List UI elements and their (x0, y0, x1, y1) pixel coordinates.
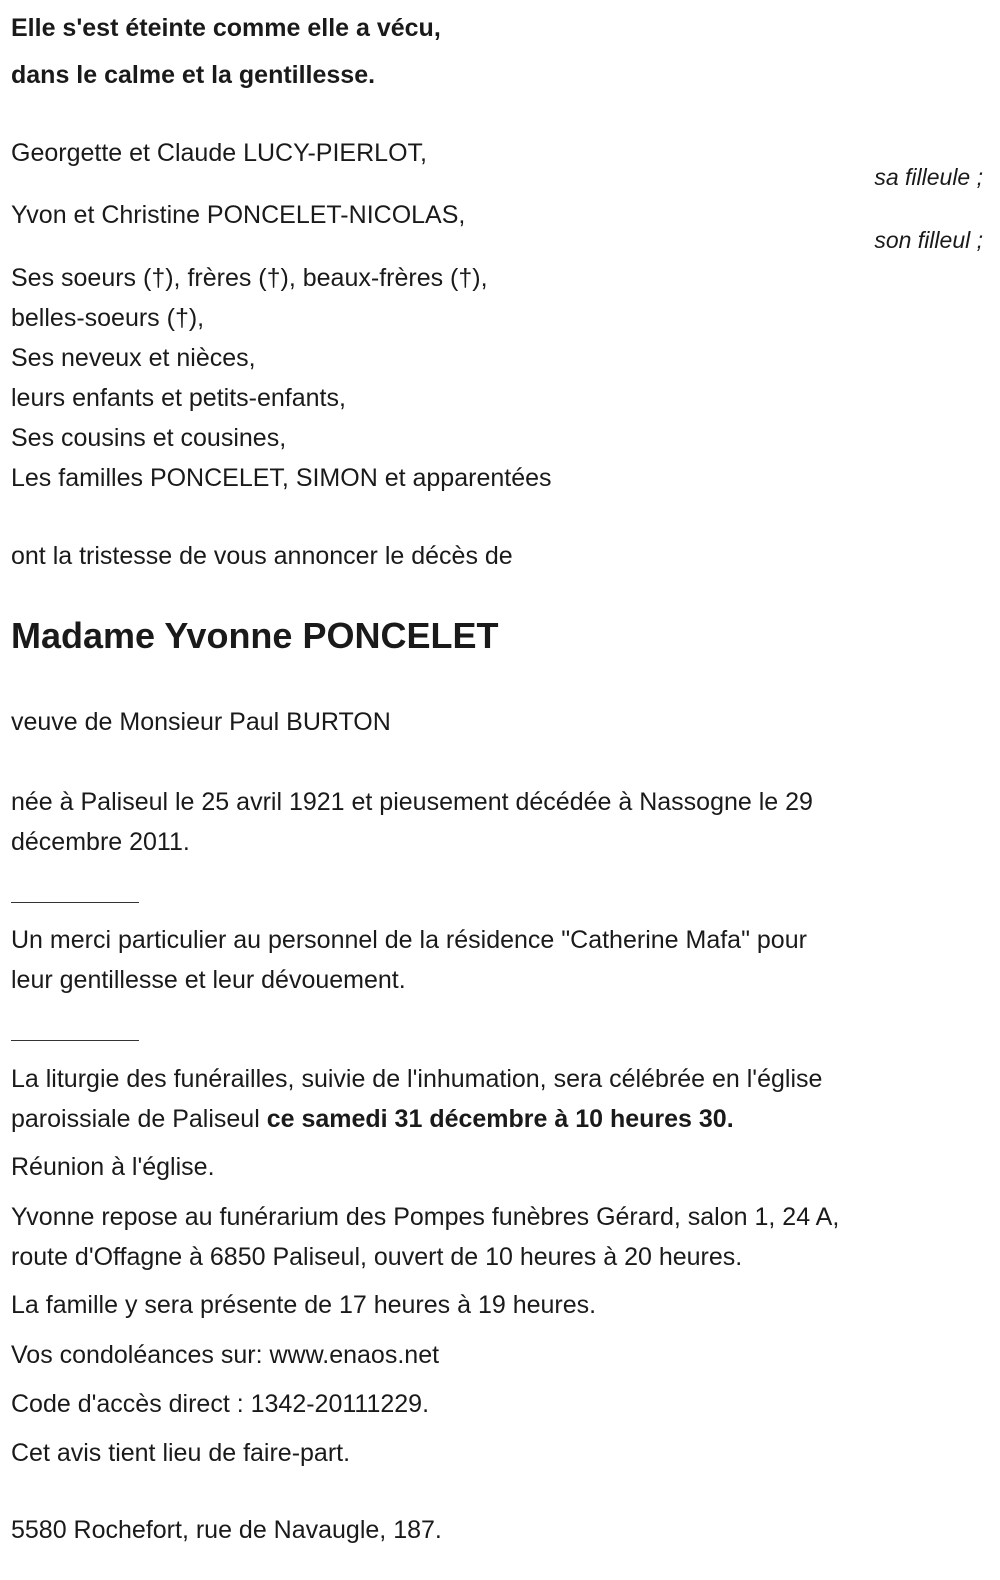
family-line: belles-soeurs (†), (11, 304, 205, 332)
family-list (11, 258, 980, 498)
condolences: Vos condoléances sur: www.enaos.net (11, 1341, 440, 1369)
announcement: ont la tristesse de vous annoncer le décès de (11, 542, 513, 570)
opening-quote-2 (11, 55, 980, 95)
funeral-date-line: paroissiale de Paliseul ce samedi 31 décembre à 10 heures 30. (11, 1105, 734, 1133)
meeting: Réunion à l'église. (11, 1153, 215, 1181)
family-line: leurs enfants et petits-enfants, (11, 384, 346, 412)
family-line: Les familles PONCELET, SIMON et apparentées (11, 464, 552, 492)
family-present: La famille y sera présente de 17 heures à 19 heures. (11, 1291, 597, 1319)
address: 5580 Rochefort, rue de Navaugle, 187. (11, 1516, 442, 1544)
widow-of: veuve de Monsieur Paul BURTON (11, 708, 391, 736)
godparent-2: Yvon et Christine PONCELET-NICOLAS, (11, 201, 466, 229)
family-line: Ses soeurs (†), frères (†), beaux-frères (†), (11, 264, 488, 292)
funeral-date: ce samedi 31 décembre à 10 heures 30. (266, 1105, 734, 1133)
thanks: Un merci particulier au personnel de la résidence "Catherine Mafa" pour leur gentillesse et leur dévouement. (11, 926, 807, 994)
funeral-details: La liturgie des funérailles, suivie de l'inhumation, sera célébrée en l'église paroissiale de Paliseul ce samedi 31 décembre à 10 heures 30. (11, 1059, 980, 1139)
opening-quote (11, 8, 980, 48)
family-line: Ses cousins et cousines, (11, 424, 287, 452)
family-line: Ses neveux et nièces, (11, 344, 256, 372)
godparent-1-relation: sa filleule ; (874, 164, 983, 190)
deceased-name: Madame Yvonne PONCELET (11, 615, 499, 656)
godparent-1: Georgette et Claude LUCY-PIERLOT, (11, 139, 427, 167)
funerarium: Yvonne repose au funérarium des Pompes funèbres Gérard, salon 1, 24 A, route d'Offagne à 6850 Paliseul, ouvert de 10 heures à 20 heures. (11, 1203, 840, 1271)
divider (11, 902, 139, 903)
birth-death: née à Paliseul le 25 avril 1921 et pieusement décédée à Nassogne le 29 décembre 2011. (11, 788, 813, 856)
access-code: Code d'accès direct : 1342-20111229. (11, 1390, 430, 1418)
quote-line: Elle s'est éteinte comme elle a vécu, (11, 14, 441, 42)
quote-line: dans le calme et la gentillesse. (11, 61, 376, 89)
godparent-2-relation: son filleul ; (874, 227, 983, 253)
notice: Cet avis tient lieu de faire-part. (11, 1439, 351, 1467)
divider (11, 1040, 139, 1041)
